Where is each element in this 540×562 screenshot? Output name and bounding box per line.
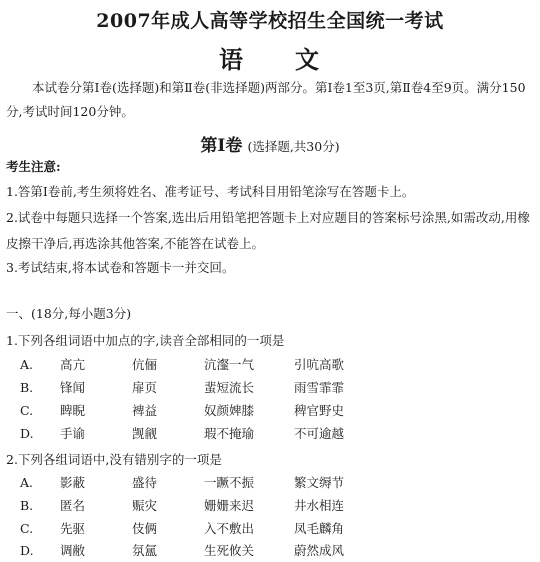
option-word: 姗姗来迟: [204, 498, 255, 513]
option-word: 氛氲: [132, 543, 158, 558]
option-word: 奴颜婢膝: [204, 403, 255, 418]
notes-heading: 考生注意:: [6, 159, 61, 174]
option-word: 赈灾: [132, 498, 158, 513]
section-heading: 一、(18分,每小题3分): [6, 306, 132, 321]
part-title: [0, 131, 540, 156]
note-item-3: 3.考试结束,将本试卷和答题卡一并交回。: [6, 260, 235, 275]
option-word: 蔚然成风: [294, 543, 345, 558]
option-word: 一蹶不振: [204, 475, 255, 490]
option-letter: C.: [20, 521, 34, 536]
question-1-option-a: [20, 354, 374, 376]
subject-title: [0, 40, 540, 75]
note-item-1: 1.答第Ⅰ卷前,考生须将姓名、准考证号、考试科目用铅笔涂写在答题卡上。: [6, 184, 415, 199]
option-word: 不可逾越: [294, 426, 345, 441]
option-word: 先驱: [60, 521, 86, 536]
note-item-2: 2.试卷中每题只选择一个答案,选出后用铅笔把答题卡上对应题目的答案标号涂黑,如需改动,用橡皮擦干净后,再选涂其他答案,不能答在试卷上。: [6, 210, 530, 251]
option-word: 繁文缛节: [294, 475, 345, 490]
option-letter: A.: [20, 357, 34, 372]
question-2-option-c: [20, 518, 374, 540]
option-word: 盛待: [132, 475, 158, 490]
option-word: 睥睨: [60, 403, 86, 418]
option-word: 匿名: [60, 498, 86, 513]
question-1-stem: 1.下列各组词语中加点的字,读音全部相同的一项是: [6, 333, 285, 348]
question-2-stem: 2.下列各组词语中,没有错别字的一项是: [6, 452, 222, 467]
option-word: 扉页: [132, 380, 158, 395]
question-1-option-b: [20, 377, 374, 399]
option-word: 调敝: [60, 543, 86, 558]
option-word: 伎俩: [132, 521, 158, 536]
option-letter: C.: [20, 403, 34, 418]
option-letter: D.: [20, 426, 34, 441]
option-word: 觊觎: [132, 426, 158, 441]
question-2-option-d: [20, 540, 374, 562]
option-word: 裨益: [132, 403, 158, 418]
part-title-sub: (选择题,共30分): [247, 139, 340, 154]
option-word: 沆瀣一气: [204, 357, 255, 372]
question-1-option-c: [20, 400, 374, 422]
option-word: 锋闻: [60, 380, 86, 395]
option-letter: A.: [20, 475, 34, 490]
option-word: 手谕: [60, 426, 86, 441]
option-word: 凤毛麟角: [294, 521, 345, 536]
option-letter: B.: [20, 380, 34, 395]
option-word: 伉俪: [132, 357, 158, 372]
option-word: 稗官野史: [294, 403, 345, 418]
exam-title: 2007年成人高等学校招生全国统一考试: [96, 10, 444, 32]
option-word: 蜚短流长: [204, 380, 255, 395]
subject-char-1: 语: [219, 45, 245, 74]
question-2-option-b: [20, 495, 374, 517]
option-word: 井水相连: [294, 498, 345, 513]
option-word: 生死攸关: [204, 543, 255, 558]
option-word: 雨雪霏霏: [294, 380, 345, 395]
intro-paragraph: 本试卷分第Ⅰ卷(选择题)和第Ⅱ卷(非选择题)两部分。第Ⅰ卷1至3页,第Ⅱ卷4至9页。满分150分,考试时间120分钟。: [6, 80, 526, 119]
option-word: 引吭高歌: [294, 357, 345, 372]
part-title-main: 第Ⅰ卷: [200, 136, 243, 156]
question-2-option-a: [20, 472, 374, 494]
option-letter: D.: [20, 543, 34, 558]
option-letter: B.: [20, 498, 34, 513]
option-word: 入不敷出: [204, 521, 255, 536]
option-word: 高亢: [60, 357, 86, 372]
option-word: 影蔽: [60, 475, 86, 490]
subject-char-2: 文: [295, 45, 321, 74]
option-word: 瑕不掩瑜: [204, 426, 255, 441]
question-1-option-d: [20, 423, 374, 445]
